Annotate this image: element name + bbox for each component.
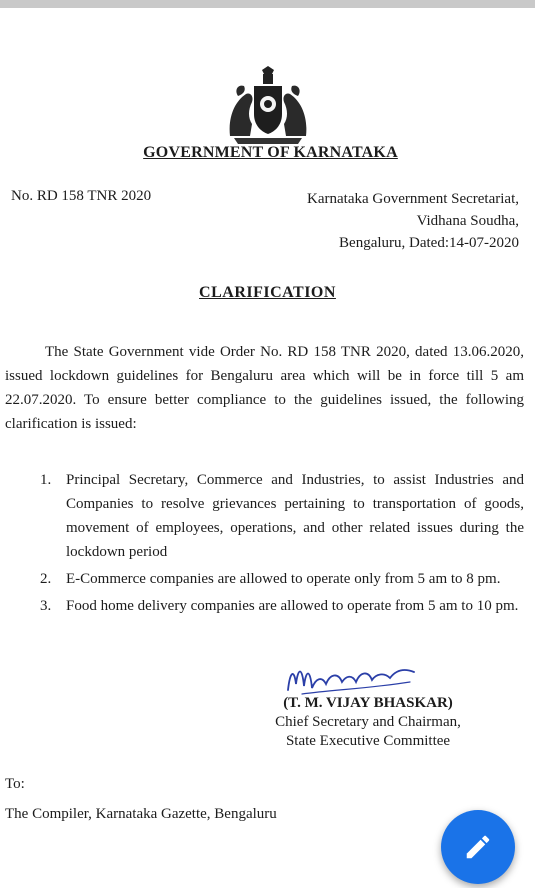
address-line: Bengaluru, Dated:14-07-2020 xyxy=(339,235,519,251)
edit-fab-button[interactable] xyxy=(441,810,515,884)
list-item-number: 1. xyxy=(40,472,52,488)
order-number: No. RD 158 TNR 2020 xyxy=(11,188,152,204)
signatory-name: (T. M. VIJAY BHASKAR) xyxy=(283,695,453,711)
secretariat-address xyxy=(307,188,519,254)
list-item-number: 3. xyxy=(40,598,52,614)
list-item xyxy=(40,468,524,564)
recipient-line: The Compiler, Karnataka Gazette, Bengaluru xyxy=(5,806,277,822)
top-border xyxy=(0,0,535,8)
list-item-text: Food home delivery companies are allowed to operate from 5 am to 10 pm. xyxy=(66,598,519,614)
list-item-text: E-Commerce companies are allowed to operate only from 5 am to 8 pm. xyxy=(66,571,501,587)
karnataka-emblem-icon xyxy=(224,66,312,146)
signatory-title: Chief Secretary and Chairman, xyxy=(275,714,461,730)
clarification-paragraph: The State Government vide Order No. RD 158 TNR 2020, dated 13.06.2020, issued lockdown guidelines for Bengaluru area which will be in force till 5 am 22.07.2020. To ensure better compliance to the guidelines issued, the following clarification is issued: xyxy=(5,344,524,432)
address-line: Vidhana Soudha, xyxy=(416,213,519,229)
signatory-block xyxy=(260,694,476,751)
list-item xyxy=(40,594,524,618)
signatory-committee: State Executive Committee xyxy=(285,733,451,749)
clarification-heading: CLARIFICATION xyxy=(199,284,336,301)
clarification-list xyxy=(40,468,524,621)
government-title: GOVERNMENT OF KARNATAKA xyxy=(143,144,398,161)
to-label: To: xyxy=(5,776,25,792)
list-item xyxy=(40,567,524,591)
list-item-number: 2. xyxy=(40,571,52,587)
address-line: Karnataka Government Secretariat, xyxy=(307,191,519,207)
pencil-edit-icon xyxy=(463,832,493,862)
list-item-text: Principal Secretary, Commerce and Industries, to assist Industries and Companies to resolve grievances pertaining to transportation of goods, movement of employees, operations, and other related issues during the lockdown period xyxy=(66,472,524,560)
